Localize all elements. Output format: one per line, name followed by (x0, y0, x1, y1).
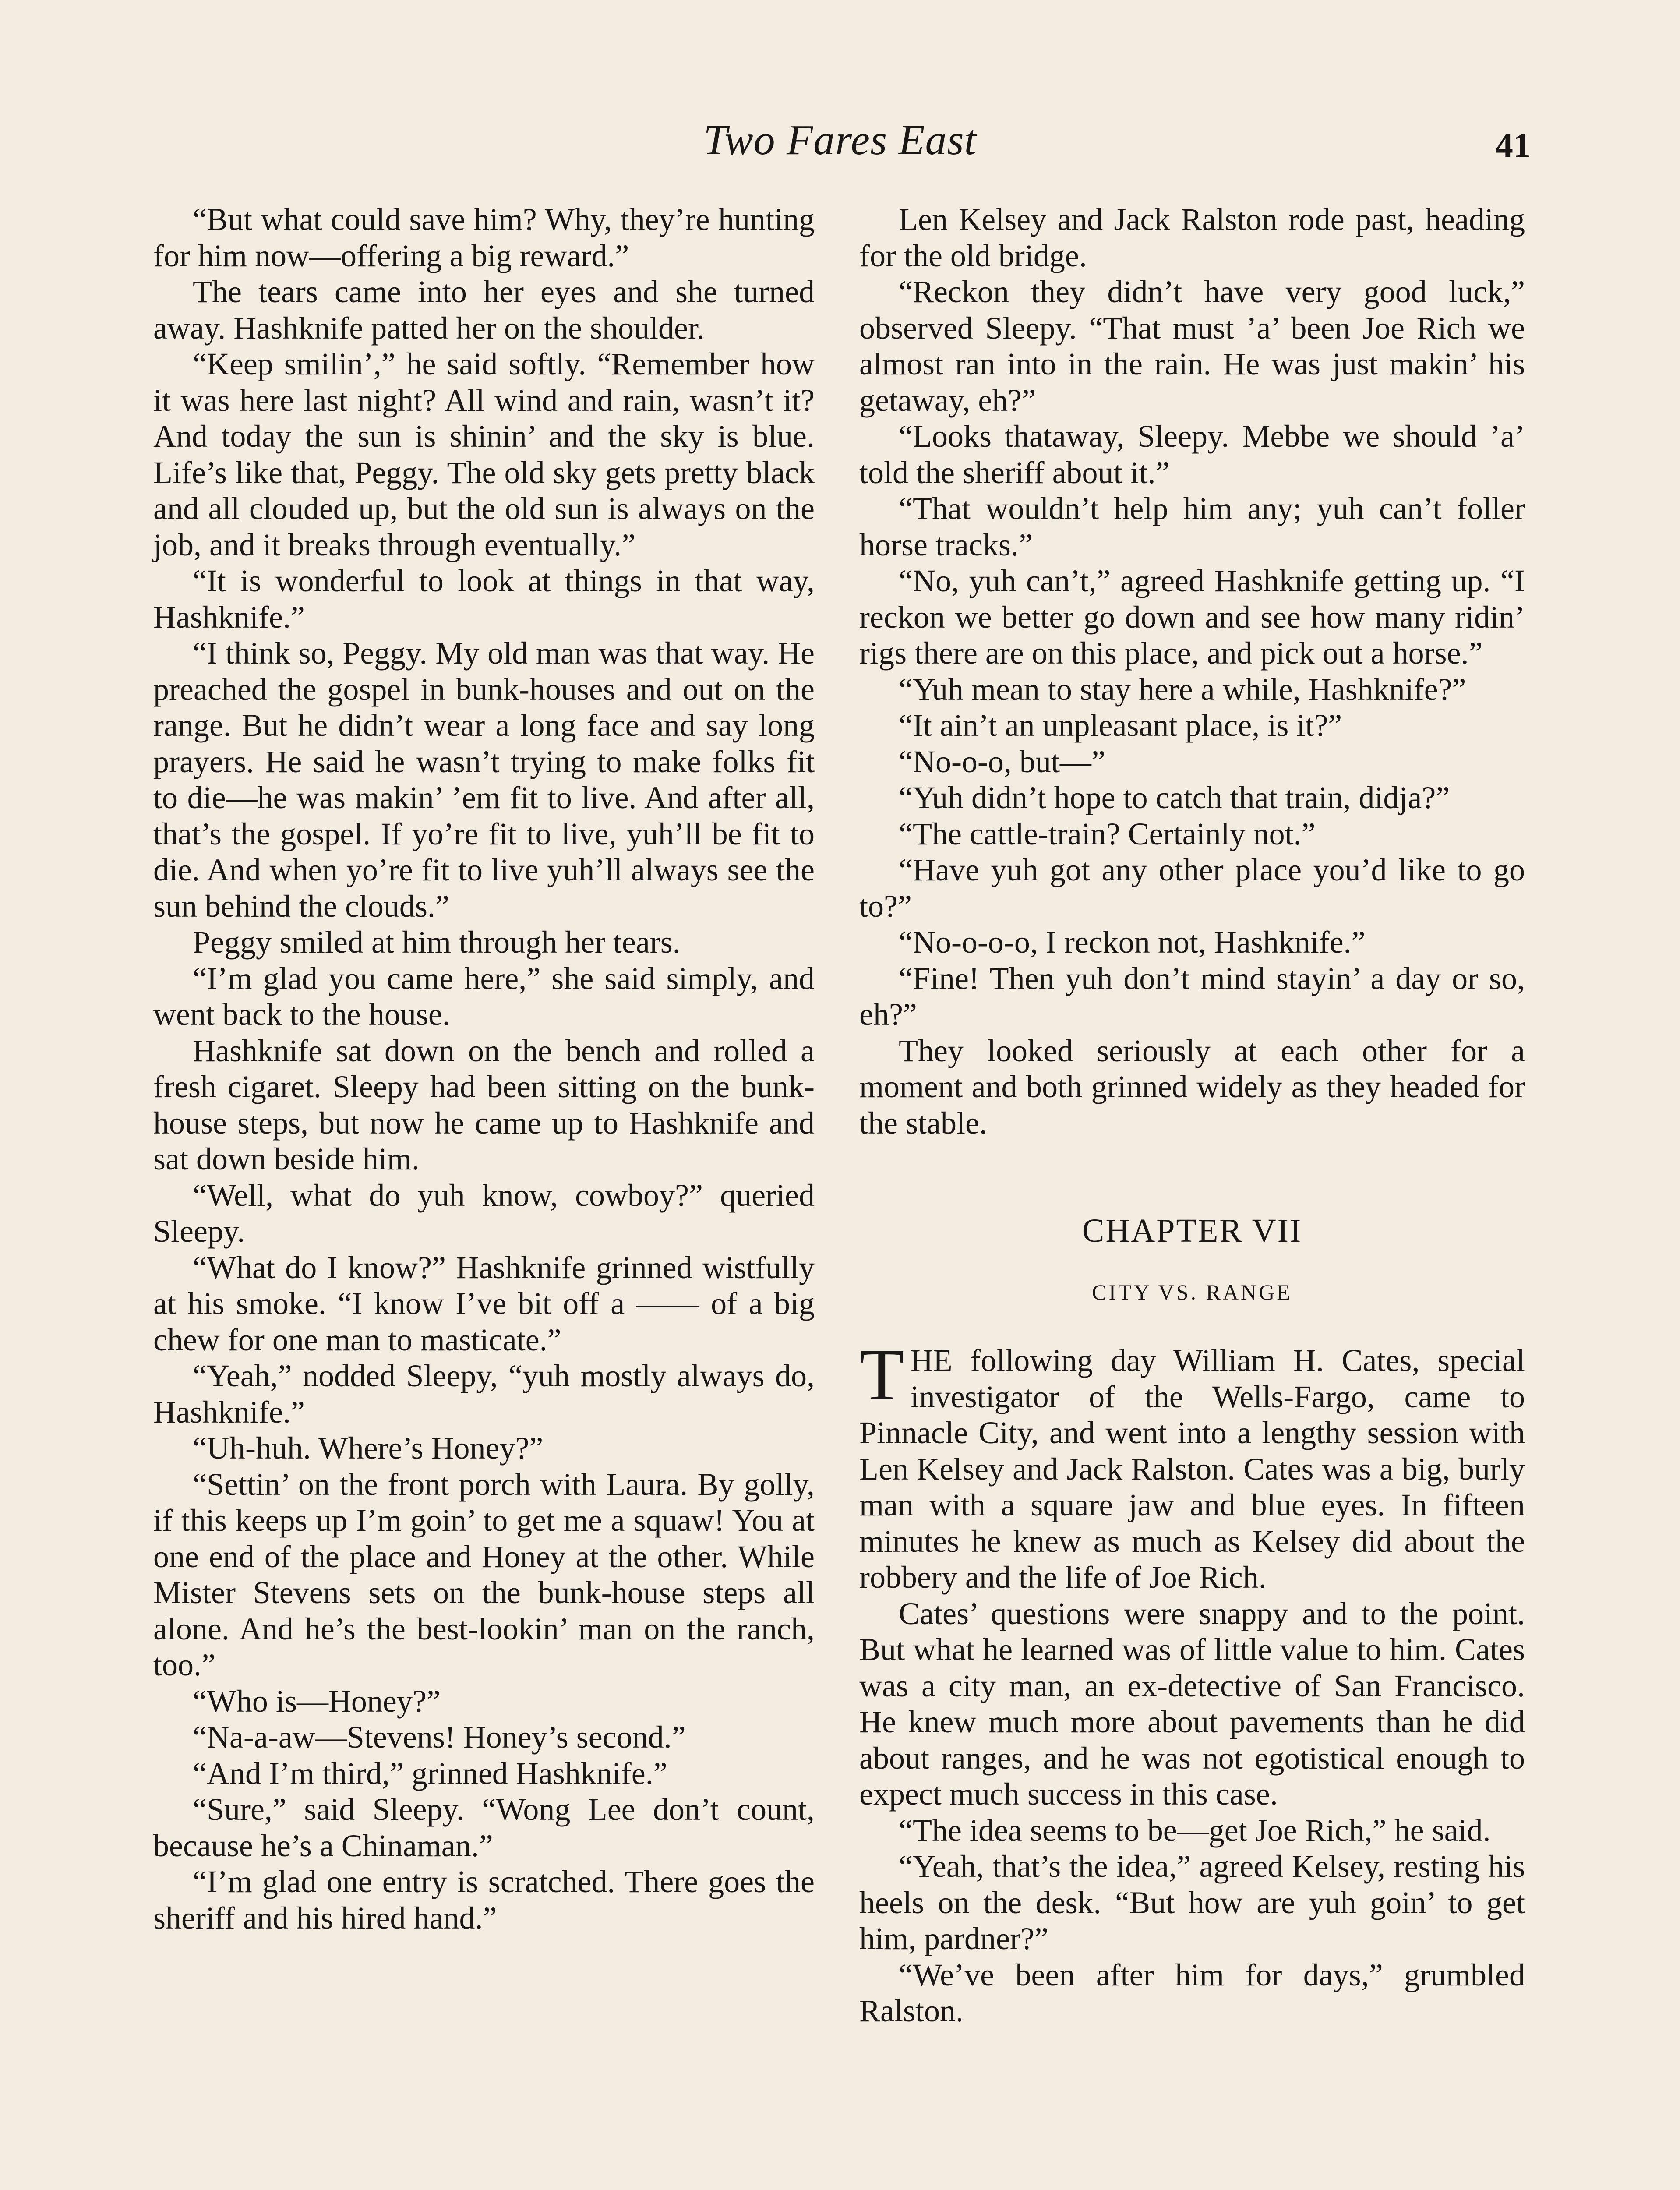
paragraph: “And I’m third,” grinned Hashknife.” (193, 1756, 667, 1791)
paragraph: “Yuh mean to stay here a while, Hashknife?” (899, 671, 1466, 707)
page-header (0, 112, 1680, 169)
paragraph: “Yuh didn’t hope to catch that train, didja?” (899, 780, 1450, 815)
right-column (859, 201, 1525, 2029)
paragraph: “The idea seems to be—get Joe Rich,” he said. (899, 1812, 1491, 1848)
paragraph: “Yeah,” nodded Sleepy, “yuh mostly always do, Hashknife.” (153, 1358, 815, 1430)
paragraph: “Well, what do yuh know, cowboy?” queried Sleepy. (153, 1177, 815, 1249)
paragraph: “It is wonderful to look at things in that way, Hashknife.” (153, 563, 815, 635)
paragraph: The tears came into her eyes and she turned away. Hashknife patted her on the shoulder. (153, 274, 815, 346)
running-title: Two Fares East (703, 117, 977, 164)
chapter-opening-text: HE following day William H. Cates, special investigator of the Wells-Fargo, came to Pinnacle City, and went into a lengthy session with Len Kelsey and Jack Ralston. Cates was a big, burly man with a square jaw and blue eyes. In fifteen minutes he knew as much as Kelsey did about the robbery and the life of Joe Rich. (859, 1343, 1525, 1595)
paragraph: “It ain’t an unpleasant place, is it?” (899, 708, 1342, 743)
paragraph: They looked seriously at each other for a moment and both grinned widely as they headed for the stable. (859, 1033, 1525, 1141)
chapter-subtitle: CITY VS. RANGE (1092, 1280, 1292, 1304)
paragraph: Cates’ questions were snappy and to the point. But what he learned was of little value to him. Cates was a city man, an ex-detective of San Francisco. He knew much more about pavements than he did about ranges, and he was not egotistical enough to expect much success in this case. (859, 1596, 1525, 1812)
drop-cap: T (859, 1334, 904, 1416)
paragraph: “That wouldn’t help him any; yuh can’t foller horse tracks.” (859, 491, 1525, 562)
paragraph: “I’m glad one entry is scratched. There goes the sheriff and his hired hand.” (153, 1864, 815, 1936)
paragraph: “Reckon they didn’t have very good luck,” observed Sleepy. “That must ’a’ been Joe Rich we almost ran into in the rain. He was just makin’ his getaway, eh?” (859, 274, 1525, 418)
paragraph: Hashknife sat down on the bench and rolled a fresh cigaret. Sleepy had been sitting on the bunk-house steps, but now he came up to Hashknife and sat down beside him. (153, 1033, 815, 1176)
paragraph: “Who is—Honey?” (193, 1683, 441, 1719)
paragraph: “What do I know?” Hashknife grinned wistfully at his smoke. “I know I’ve bit off a —— of a big chew for one man to masticate.” (153, 1250, 815, 1357)
paragraph: “I’m glad you came here,” she said simply, and went back to the house. (153, 961, 815, 1032)
paragraph: “No-o-o, but—” (899, 744, 1105, 779)
paragraph: Len Kelsey and Jack Ralston rode past, heading for the old bridge. (859, 202, 1525, 273)
paragraph: “Sure,” said Sleepy. “Wong Lee don’t count, because he’s a Chinaman.” (153, 1792, 815, 1863)
paragraph: “The cattle-train? Certainly not.” (899, 816, 1316, 851)
paragraph: “I think so, Peggy. My old man was that way. He preached the gospel in bunk-houses and out on the range. But he didn’t wear a long face and say long prayers. He said he wasn’t trying to make folks fit to die—he was makin’ ’em fit to live. And after all, that’s the gospel. If yo’re fit to live, yuh’ll be fit to die. And when yo’re fit to live yuh’ll always see the sun behind the clouds.” (153, 636, 815, 924)
chapter-opening-paragraph (859, 1334, 1525, 1596)
paragraph: “Have yuh got any other place you’d like to go to?” (859, 852, 1525, 924)
paragraph: “No-o-o-o, I reckon not, Hashknife.” (899, 925, 1366, 960)
left-column (153, 201, 815, 1936)
paragraph: “Looks thataway, Sleepy. Mebbe we should ’a’ told the sheriff about it.” (859, 419, 1525, 490)
page-number: 41 (1495, 125, 1531, 165)
paragraph: “Settin’ on the front porch with Laura. By golly, if this keeps up I’m goin’ to get me a squaw! You at one end of the place and Honey at the other. While Mister Stevens sets on the bunk-house steps all alone. And he’s the best-lookin’ man on the ranch, too.” (153, 1466, 815, 1682)
paragraph: “But what could save him? Why, they’re hunting for him now—offering a big reward.” (153, 202, 815, 273)
paragraph: Peggy smiled at him through her tears. (193, 925, 681, 960)
paragraph: “Fine! Then yuh don’t mind stayin’ a day or so, eh?” (859, 961, 1525, 1032)
paragraph: “Na-a-aw—Stevens! Honey’s second.” (193, 1720, 686, 1755)
chapter-title: CHAPTER VII (1082, 1212, 1302, 1249)
paragraph: “We’ve been after him for days,” grumbled Ralston. (859, 1957, 1525, 2028)
paragraph: “Yeah, that’s the idea,” agreed Kelsey, resting his heels on the desk. “But how are yuh goin’ to get him, pardner?” (859, 1849, 1525, 1956)
paragraph: “Keep smilin’,” he said softly. “Remember how it was here last night? All wind and rain, wasn’t it? And today the sun is shinin’ and the sky is blue. Life’s like that, Peggy. The old sky gets pretty black and all clouded up, but the old sun is always on the job, and it breaks through eventually.” (153, 346, 815, 562)
paragraph: “No, yuh can’t,” agreed Hashknife getting up. “I reckon we better go down and see how many ridin’ rigs there are on this place, and pick out a horse.” (859, 563, 1525, 671)
paragraph: “Uh-huh. Where’s Honey?” (193, 1431, 544, 1466)
